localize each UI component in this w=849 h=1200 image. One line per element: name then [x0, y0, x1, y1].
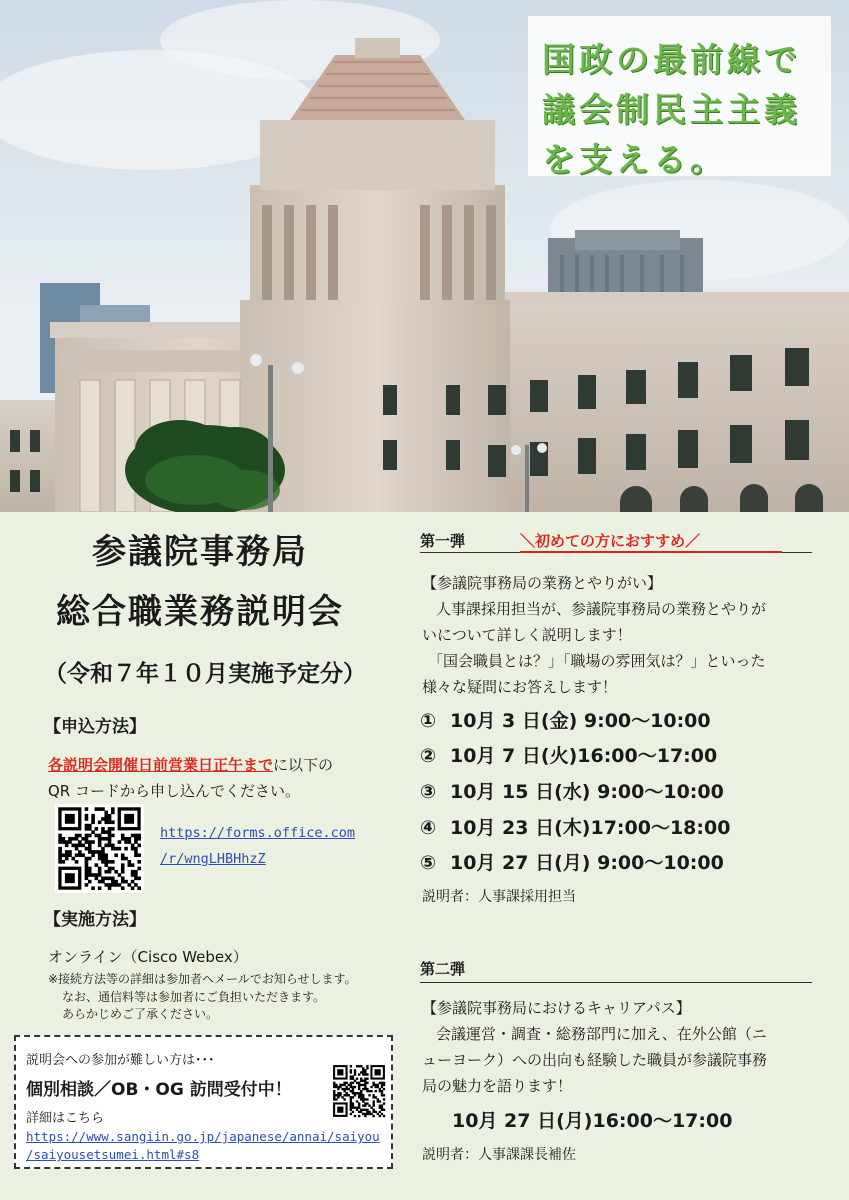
round2-session: 10月 27 日(月)16:00～17:00	[452, 1110, 733, 1132]
session-datetime: 10月 23 日(木)17:00～18:00	[450, 817, 731, 839]
event-title-line-1: 参議院事務局	[92, 532, 308, 572]
consult-url-line-1[interactable]: https://www.sangiin.go.jp/japanese/annai/saiyou	[26, 1129, 380, 1144]
session-datetime: 10月 27 日(月) 9:00～10:00	[450, 852, 724, 874]
tagline-line-2: 議会制民主主義	[542, 90, 801, 129]
consult-qr-code[interactable]	[331, 1063, 387, 1119]
qr-pattern	[55, 804, 144, 893]
consult-intro: 説明会への参加が難しい方は･･･	[26, 1053, 215, 1068]
qr-pattern	[331, 1063, 387, 1119]
method-note-1: ※接続方法等の詳細は参加者へメールでお知らせします。	[48, 972, 357, 986]
apply-text-line-1	[48, 754, 333, 775]
round1-session-5	[420, 848, 724, 875]
round1-desc-3: 「国会職員とは？」「職場の雰囲気は？」といった	[428, 652, 766, 670]
session-number: ③	[420, 781, 437, 803]
round2-desc-3: 局の魅力を語ります！	[422, 1077, 573, 1095]
round1-desc-1: 人事課採用担当が、参議院事務局の業務とやりが	[436, 600, 767, 618]
session-number: ①	[420, 710, 437, 732]
round2-desc-2: ューヨーク）への出向も経験した職員が参議院事務	[422, 1051, 768, 1069]
round2-rule	[420, 982, 812, 983]
round1-recommend-underline	[520, 551, 782, 553]
method-online: オンライン（Cisco Webex）	[48, 948, 248, 966]
round1-desc-4: 様々な疑問にお答えします！	[422, 678, 618, 696]
round1-label: 第一弾	[420, 532, 466, 550]
apply-heading: 【申込方法】	[44, 717, 146, 737]
round2-topic: 【参議院事務局におけるキャリアパス】	[422, 999, 691, 1017]
session-number: ④	[420, 817, 437, 839]
event-title-line-2: 総合職業務説明会	[56, 592, 344, 632]
method-heading: 【実施方法】	[44, 910, 146, 930]
session-number: ②	[420, 745, 437, 767]
session-datetime: 10月 15 日(水) 9:00～10:00	[450, 781, 724, 803]
method-note-3: あらかじめご了承ください。	[62, 1007, 219, 1021]
consult-headline: 個別相談／OB・OG 訪問受付中！	[26, 1080, 292, 1100]
tagline-box	[528, 16, 831, 179]
apply-text-line-2: QR コードから申し込んでください。	[48, 782, 300, 800]
session-datetime: 10月 7 日(火)16:00～17:00	[450, 745, 718, 767]
apply-url-line-2[interactable]: /r/wngLHBHhzZ	[160, 851, 266, 867]
round2-desc-1: 会議運営・調査・総務部門に加え、在外公館（ニ	[436, 1025, 767, 1043]
method-note-2: なお、通信料等は参加者にご負担いただきます。	[62, 990, 326, 1004]
round1-session-1	[420, 706, 711, 733]
apply-text-after: に以下の	[273, 756, 334, 774]
round1-recommend: ＼初めての方におすすめ／	[520, 532, 701, 550]
apply-url-line-1[interactable]: https://forms.office.com	[160, 825, 356, 841]
consult-details-label: 詳細はこちら	[26, 1111, 105, 1126]
round1-session-3	[420, 777, 724, 804]
round2-presenter: 説明者：人事課課長補佐	[422, 1147, 576, 1163]
apply-qr-code[interactable]	[55, 804, 144, 893]
round1-topic: 【参議院事務局の業務とやりがい】	[422, 574, 663, 592]
event-subtitle: （令和７年１０月実施予定分）	[44, 661, 366, 687]
round1-desc-2: いについて詳しく説明します！	[422, 626, 632, 644]
round1-presenter: 説明者：人事課採用担当	[422, 889, 576, 905]
apply-deadline: 各説明会開催日前営業日正午まで	[48, 756, 274, 774]
round1-session-4	[420, 813, 730, 840]
session-datetime: 10月 3 日(金) 9:00～10:00	[450, 710, 711, 732]
apply-form-link[interactable]	[160, 825, 355, 867]
tagline-line-1: 国政の最前線で	[542, 40, 801, 79]
tagline-line-3: を支える。	[542, 140, 727, 179]
session-number: ⑤	[420, 852, 437, 874]
round1-session-2	[420, 741, 717, 768]
consult-url-line-2[interactable]: /saiyousetsumei.html#s8	[26, 1147, 200, 1162]
round2-label: 第二弾	[420, 960, 466, 978]
